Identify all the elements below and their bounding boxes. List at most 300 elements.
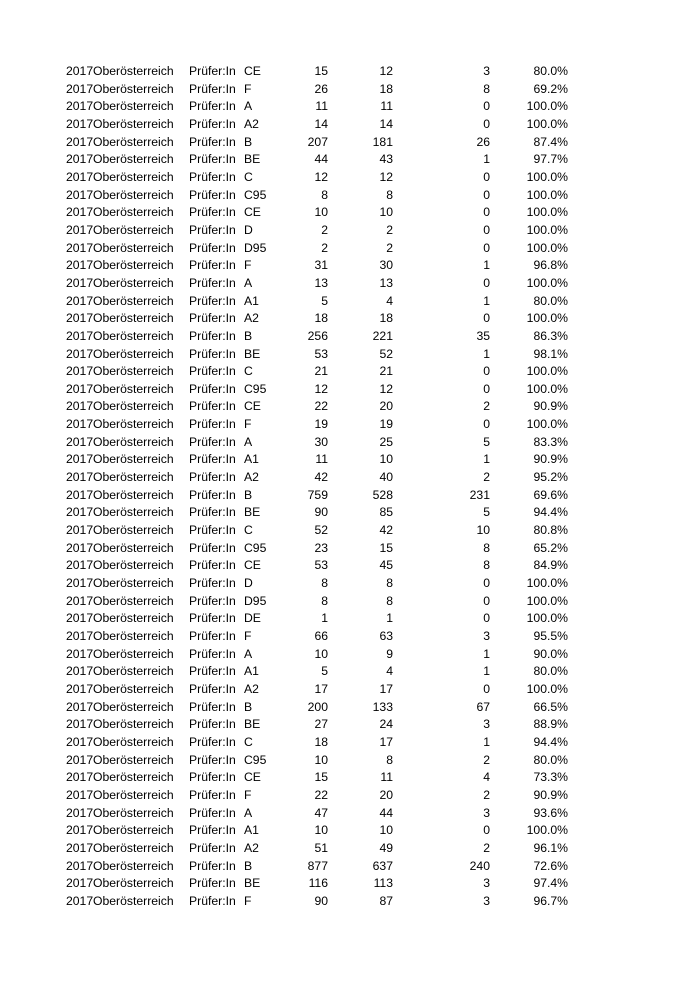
pass-rate-cell: 80.0% bbox=[533, 293, 568, 308]
total-cell: 8 bbox=[321, 593, 328, 608]
year-cell: 2017 bbox=[66, 399, 94, 414]
role-cell: Prüfer:In bbox=[189, 205, 236, 220]
pass-rate-cell: 73.3% bbox=[533, 770, 568, 785]
table-row bbox=[0, 840, 700, 858]
license-class-cell: F bbox=[244, 81, 252, 96]
failed-cell: 2 bbox=[483, 470, 490, 485]
license-class-cell: C bbox=[244, 364, 253, 379]
failed-cell: 1 bbox=[483, 152, 490, 167]
passed-cell: 8 bbox=[386, 593, 393, 608]
region-cell: Oberösterreich bbox=[93, 664, 174, 679]
failed-cell: 3 bbox=[483, 629, 490, 643]
failed-cell: 0 bbox=[483, 417, 490, 432]
total-cell: 877 bbox=[307, 858, 328, 873]
year-cell: 2017 bbox=[66, 734, 94, 749]
pass-rate-cell: 94.4% bbox=[533, 734, 568, 749]
pass-rate-cell: 100.0% bbox=[526, 240, 568, 255]
pass-rate-cell: 94.4% bbox=[533, 505, 568, 520]
region-cell: Oberösterreich bbox=[93, 629, 174, 643]
role-cell: Prüfer:In bbox=[189, 64, 236, 78]
license-class-cell: C bbox=[244, 523, 253, 538]
failed-cell: 1 bbox=[483, 646, 490, 661]
region-cell: Oberösterreich bbox=[93, 381, 174, 396]
region-cell: Oberösterreich bbox=[93, 646, 174, 661]
total-cell: 19 bbox=[314, 417, 328, 432]
table-row bbox=[0, 451, 700, 469]
license-class-cell: A1 bbox=[244, 452, 259, 467]
total-cell: 12 bbox=[314, 169, 328, 184]
license-class-cell: D bbox=[244, 576, 253, 591]
role-cell: Prüfer:In bbox=[189, 805, 236, 820]
region-cell: Oberösterreich bbox=[93, 417, 174, 432]
failed-cell: 10 bbox=[476, 523, 490, 538]
passed-cell: 181 bbox=[372, 134, 393, 149]
pass-rate-cell: 96.8% bbox=[533, 258, 568, 273]
license-class-cell: C bbox=[244, 169, 253, 184]
total-cell: 18 bbox=[314, 734, 328, 749]
role-cell: Prüfer:In bbox=[189, 99, 236, 114]
total-cell: 5 bbox=[321, 293, 328, 308]
license-class-cell: F bbox=[244, 629, 252, 643]
table-row bbox=[0, 557, 700, 575]
total-cell: 53 bbox=[314, 558, 328, 573]
region-cell: Oberösterreich bbox=[93, 699, 174, 714]
year-cell: 2017 bbox=[66, 805, 94, 820]
pass-rate-cell: 100.0% bbox=[526, 681, 568, 696]
table-row bbox=[0, 346, 700, 364]
table-row bbox=[0, 116, 700, 134]
table-row bbox=[0, 169, 700, 187]
region-cell: Oberösterreich bbox=[93, 240, 174, 255]
pass-rate-cell: 93.6% bbox=[533, 805, 568, 820]
table-row bbox=[0, 610, 700, 628]
pass-rate-cell: 97.7% bbox=[533, 152, 568, 167]
role-cell: Prüfer:In bbox=[189, 699, 236, 714]
role-cell: Prüfer:In bbox=[189, 876, 236, 891]
license-class-cell: A bbox=[244, 275, 253, 290]
role-cell: Prüfer:In bbox=[189, 240, 236, 255]
failed-cell: 35 bbox=[476, 328, 490, 343]
total-cell: 15 bbox=[314, 64, 328, 78]
failed-cell: 2 bbox=[483, 840, 490, 855]
role-cell: Prüfer:In bbox=[189, 593, 236, 608]
year-cell: 2017 bbox=[66, 858, 94, 873]
year-cell: 2017 bbox=[66, 840, 94, 855]
year-cell: 2017 bbox=[66, 346, 94, 361]
pass-rate-cell: 66.5% bbox=[533, 699, 568, 714]
total-cell: 207 bbox=[307, 134, 328, 149]
role-cell: Prüfer:In bbox=[189, 187, 236, 202]
passed-cell: 8 bbox=[386, 752, 393, 767]
total-cell: 51 bbox=[314, 840, 328, 855]
failed-cell: 231 bbox=[469, 487, 490, 502]
region-cell: Oberösterreich bbox=[93, 752, 174, 767]
role-cell: Prüfer:In bbox=[189, 664, 236, 679]
failed-cell: 0 bbox=[483, 169, 490, 184]
year-cell: 2017 bbox=[66, 699, 94, 714]
table-row bbox=[0, 416, 700, 434]
total-cell: 90 bbox=[314, 505, 328, 520]
passed-cell: 12 bbox=[379, 381, 393, 396]
role-cell: Prüfer:In bbox=[189, 629, 236, 643]
passed-cell: 42 bbox=[379, 523, 393, 538]
table-row bbox=[0, 893, 700, 911]
year-cell: 2017 bbox=[66, 275, 94, 290]
region-cell: Oberösterreich bbox=[93, 434, 174, 449]
total-cell: 47 bbox=[314, 805, 328, 820]
license-class-cell: B bbox=[244, 858, 253, 873]
pass-rate-cell: 100.0% bbox=[526, 116, 568, 131]
license-class-cell: C95 bbox=[244, 752, 267, 767]
total-cell: 5 bbox=[321, 664, 328, 679]
region-cell: Oberösterreich bbox=[93, 540, 174, 555]
year-cell: 2017 bbox=[66, 258, 94, 273]
failed-cell: 1 bbox=[483, 664, 490, 679]
license-class-cell: F bbox=[244, 893, 252, 908]
failed-cell: 0 bbox=[483, 364, 490, 379]
passed-cell: 10 bbox=[379, 205, 393, 220]
pass-rate-cell: 100.0% bbox=[526, 222, 568, 237]
pass-rate-cell: 100.0% bbox=[526, 823, 568, 838]
license-class-cell: B bbox=[244, 699, 253, 714]
license-class-cell: A bbox=[244, 99, 253, 114]
license-class-cell: D95 bbox=[244, 240, 267, 255]
passed-cell: 49 bbox=[379, 840, 393, 855]
total-cell: 27 bbox=[314, 717, 328, 732]
role-cell: Prüfer:In bbox=[189, 346, 236, 361]
license-class-cell: B bbox=[244, 134, 253, 149]
total-cell: 52 bbox=[314, 523, 328, 538]
table-row bbox=[0, 593, 700, 611]
total-cell: 21 bbox=[314, 364, 328, 379]
failed-cell: 5 bbox=[483, 434, 490, 449]
year-cell: 2017 bbox=[66, 81, 94, 96]
region-cell: Oberösterreich bbox=[93, 611, 174, 626]
role-cell: Prüfer:In bbox=[189, 81, 236, 96]
table-row bbox=[0, 187, 700, 205]
total-cell: 30 bbox=[314, 434, 328, 449]
license-class-cell: CE bbox=[244, 558, 261, 573]
license-class-cell: BE bbox=[244, 876, 261, 891]
passed-cell: 113 bbox=[373, 876, 393, 891]
role-cell: Prüfer:In bbox=[189, 169, 236, 184]
year-cell: 2017 bbox=[66, 99, 94, 114]
pass-rate-cell: 90.9% bbox=[533, 787, 568, 802]
table-row bbox=[0, 204, 700, 222]
region-cell: Oberösterreich bbox=[93, 805, 174, 820]
license-class-cell: BE bbox=[244, 346, 261, 361]
table-row bbox=[0, 628, 700, 646]
failed-cell: 4 bbox=[483, 770, 490, 785]
passed-cell: 2 bbox=[386, 222, 393, 237]
total-cell: 22 bbox=[314, 787, 328, 802]
region-cell: Oberösterreich bbox=[93, 346, 174, 361]
total-cell: 18 bbox=[314, 311, 328, 326]
failed-cell: 1 bbox=[483, 258, 490, 273]
year-cell: 2017 bbox=[66, 823, 94, 838]
pass-rate-cell: 100.0% bbox=[526, 205, 568, 220]
pass-rate-cell: 80.0% bbox=[533, 664, 568, 679]
license-class-cell: A2 bbox=[244, 116, 259, 131]
region-cell: Oberösterreich bbox=[93, 222, 174, 237]
passed-cell: 18 bbox=[379, 311, 393, 326]
table-row bbox=[0, 787, 700, 805]
table-row bbox=[0, 257, 700, 275]
passed-cell: 44 bbox=[379, 805, 393, 820]
total-cell: 12 bbox=[314, 381, 328, 396]
failed-cell: 0 bbox=[483, 116, 490, 131]
pass-rate-cell: 86.3% bbox=[533, 328, 568, 343]
passed-cell: 20 bbox=[379, 399, 393, 414]
license-class-cell: C bbox=[244, 734, 253, 749]
total-cell: 23 bbox=[314, 540, 328, 555]
role-cell: Prüfer:In bbox=[189, 770, 236, 785]
year-cell: 2017 bbox=[66, 717, 94, 732]
pass-rate-cell: 80.0% bbox=[533, 752, 568, 767]
pass-rate-cell: 100.0% bbox=[526, 417, 568, 432]
failed-cell: 3 bbox=[483, 805, 490, 820]
region-cell: Oberösterreich bbox=[93, 258, 174, 273]
role-cell: Prüfer:In bbox=[189, 434, 236, 449]
passed-cell: 221 bbox=[372, 328, 393, 343]
year-cell: 2017 bbox=[66, 893, 94, 908]
failed-cell: 1 bbox=[483, 293, 490, 308]
year-cell: 2017 bbox=[66, 187, 94, 202]
role-cell: Prüfer:In bbox=[189, 134, 236, 149]
year-cell: 2017 bbox=[66, 205, 94, 220]
year-cell: 2017 bbox=[66, 116, 94, 131]
region-cell: Oberösterreich bbox=[93, 364, 174, 379]
region-cell: Oberösterreich bbox=[93, 169, 174, 184]
passed-cell: 43 bbox=[379, 152, 393, 167]
failed-cell: 0 bbox=[483, 205, 490, 220]
role-cell: Prüfer:In bbox=[189, 293, 236, 308]
region-cell: Oberösterreich bbox=[93, 823, 174, 838]
license-class-cell: D95 bbox=[244, 593, 267, 608]
table-row bbox=[0, 858, 700, 876]
table-row bbox=[0, 222, 700, 240]
role-cell: Prüfer:In bbox=[189, 381, 236, 396]
year-cell: 2017 bbox=[66, 593, 94, 608]
table-row bbox=[0, 240, 700, 258]
failed-cell: 2 bbox=[483, 787, 490, 802]
pass-rate-cell: 84.9% bbox=[533, 558, 568, 573]
passed-cell: 2 bbox=[386, 240, 393, 255]
pass-rate-cell: 90.9% bbox=[533, 452, 568, 467]
total-cell: 15 bbox=[314, 770, 328, 785]
role-cell: Prüfer:In bbox=[189, 364, 236, 379]
table-row bbox=[0, 275, 700, 293]
pass-rate-cell: 87.4% bbox=[533, 134, 568, 149]
license-class-cell: D bbox=[244, 222, 253, 237]
year-cell: 2017 bbox=[66, 523, 94, 538]
total-cell: 44 bbox=[314, 152, 328, 167]
license-class-cell: BE bbox=[244, 505, 261, 520]
role-cell: Prüfer:In bbox=[189, 152, 236, 167]
pass-rate-cell: 98.1% bbox=[533, 346, 568, 361]
total-cell: 8 bbox=[321, 187, 328, 202]
failed-cell: 0 bbox=[483, 275, 490, 290]
license-class-cell: A1 bbox=[244, 823, 259, 838]
pass-rate-cell: 65.2% bbox=[533, 540, 568, 555]
year-cell: 2017 bbox=[66, 434, 94, 449]
role-cell: Prüfer:In bbox=[189, 681, 236, 696]
license-class-cell: C95 bbox=[244, 540, 267, 555]
role-cell: Prüfer:In bbox=[189, 487, 236, 502]
license-class-cell: A2 bbox=[244, 681, 259, 696]
license-class-cell: DE bbox=[244, 611, 261, 626]
failed-cell: 3 bbox=[483, 64, 490, 78]
failed-cell: 0 bbox=[483, 681, 490, 696]
table-row bbox=[0, 98, 700, 116]
total-cell: 10 bbox=[314, 205, 328, 220]
failed-cell: 8 bbox=[483, 558, 490, 573]
total-cell: 90 bbox=[314, 893, 328, 908]
year-cell: 2017 bbox=[66, 381, 94, 396]
total-cell: 10 bbox=[314, 752, 328, 767]
year-cell: 2017 bbox=[66, 576, 94, 591]
region-cell: Oberösterreich bbox=[93, 858, 174, 873]
table-row bbox=[0, 434, 700, 452]
table-row bbox=[0, 504, 700, 522]
region-cell: Oberösterreich bbox=[93, 717, 174, 732]
passed-cell: 30 bbox=[379, 258, 393, 273]
passed-cell: 11 bbox=[380, 99, 393, 114]
pass-rate-cell: 80.0% bbox=[533, 64, 568, 78]
region-cell: Oberösterreich bbox=[93, 452, 174, 467]
passed-cell: 10 bbox=[379, 452, 393, 467]
passed-cell: 10 bbox=[379, 823, 393, 838]
table-row bbox=[0, 681, 700, 699]
pass-rate-cell: 95.5% bbox=[533, 629, 568, 643]
total-cell: 8 bbox=[321, 576, 328, 591]
year-cell: 2017 bbox=[66, 646, 94, 661]
role-cell: Prüfer:In bbox=[189, 505, 236, 520]
year-cell: 2017 bbox=[66, 770, 94, 785]
pass-rate-cell: 96.1% bbox=[533, 840, 568, 855]
failed-cell: 1 bbox=[483, 452, 490, 467]
table-row bbox=[0, 310, 700, 328]
table-row bbox=[0, 398, 700, 416]
pass-rate-cell: 90.0% bbox=[533, 646, 568, 661]
table-row bbox=[0, 699, 700, 717]
region-cell: Oberösterreich bbox=[93, 558, 174, 573]
table-row bbox=[0, 363, 700, 381]
pass-rate-cell: 100.0% bbox=[526, 593, 568, 608]
table-row bbox=[0, 540, 700, 558]
role-cell: Prüfer:In bbox=[189, 717, 236, 732]
failed-cell: 0 bbox=[483, 99, 490, 114]
role-cell: Prüfer:In bbox=[189, 576, 236, 591]
passed-cell: 8 bbox=[386, 576, 393, 591]
license-class-cell: F bbox=[244, 417, 252, 432]
license-class-cell: C95 bbox=[244, 381, 267, 396]
total-cell: 2 bbox=[321, 222, 328, 237]
license-class-cell: A1 bbox=[244, 664, 259, 679]
passed-cell: 1 bbox=[386, 611, 393, 626]
pass-rate-cell: 100.0% bbox=[526, 187, 568, 202]
passed-cell: 21 bbox=[379, 364, 393, 379]
pass-rate-cell: 88.9% bbox=[533, 717, 568, 732]
year-cell: 2017 bbox=[66, 629, 94, 643]
pass-rate-cell: 100.0% bbox=[526, 364, 568, 379]
license-class-cell: BE bbox=[244, 152, 261, 167]
table-row bbox=[0, 734, 700, 752]
role-cell: Prüfer:In bbox=[189, 840, 236, 855]
license-class-cell: A bbox=[244, 646, 253, 661]
total-cell: 2 bbox=[321, 240, 328, 255]
year-cell: 2017 bbox=[66, 452, 94, 467]
region-cell: Oberösterreich bbox=[93, 64, 174, 78]
total-cell: 26 bbox=[314, 81, 328, 96]
license-class-cell: B bbox=[244, 487, 253, 502]
year-cell: 2017 bbox=[66, 540, 94, 555]
passed-cell: 17 bbox=[379, 734, 393, 749]
role-cell: Prüfer:In bbox=[189, 311, 236, 326]
role-cell: Prüfer:In bbox=[189, 523, 236, 538]
role-cell: Prüfer:In bbox=[189, 823, 236, 838]
year-cell: 2017 bbox=[66, 169, 94, 184]
license-class-cell: CE bbox=[244, 205, 261, 220]
table-row bbox=[0, 522, 700, 540]
failed-cell: 0 bbox=[483, 823, 490, 838]
table-row bbox=[0, 134, 700, 152]
role-cell: Prüfer:In bbox=[189, 558, 236, 573]
pass-rate-cell: 95.2% bbox=[533, 470, 568, 485]
year-cell: 2017 bbox=[66, 152, 94, 167]
role-cell: Prüfer:In bbox=[189, 752, 236, 767]
license-class-cell: CE bbox=[244, 64, 261, 78]
role-cell: Prüfer:In bbox=[189, 611, 236, 626]
year-cell: 2017 bbox=[66, 134, 94, 149]
year-cell: 2017 bbox=[66, 752, 94, 767]
total-cell: 759 bbox=[307, 487, 328, 502]
region-cell: Oberösterreich bbox=[93, 311, 174, 326]
passed-cell: 18 bbox=[379, 81, 393, 96]
role-cell: Prüfer:In bbox=[189, 328, 236, 343]
failed-cell: 8 bbox=[483, 81, 490, 96]
passed-cell: 14 bbox=[379, 116, 393, 131]
year-cell: 2017 bbox=[66, 681, 94, 696]
pass-rate-cell: 80.8% bbox=[533, 523, 568, 538]
total-cell: 14 bbox=[314, 116, 328, 131]
passed-cell: 52 bbox=[379, 346, 393, 361]
region-cell: Oberösterreich bbox=[93, 787, 174, 802]
passed-cell: 24 bbox=[379, 717, 393, 732]
passed-cell: 45 bbox=[379, 558, 393, 573]
pass-rate-cell: 100.0% bbox=[526, 99, 568, 114]
failed-cell: 2 bbox=[483, 752, 490, 767]
passed-cell: 9 bbox=[386, 646, 393, 661]
table-row bbox=[0, 752, 700, 770]
role-cell: Prüfer:In bbox=[189, 452, 236, 467]
failed-cell: 2 bbox=[483, 399, 490, 414]
pass-rate-cell: 97.4% bbox=[533, 876, 568, 891]
role-cell: Prüfer:In bbox=[189, 399, 236, 414]
total-cell: 256 bbox=[307, 328, 328, 343]
table-row bbox=[0, 63, 700, 81]
passed-cell: 40 bbox=[379, 470, 393, 485]
year-cell: 2017 bbox=[66, 364, 94, 379]
failed-cell: 0 bbox=[483, 593, 490, 608]
passed-cell: 12 bbox=[379, 169, 393, 184]
region-cell: Oberösterreich bbox=[93, 893, 174, 908]
table-row bbox=[0, 716, 700, 734]
role-cell: Prüfer:In bbox=[189, 646, 236, 661]
failed-cell: 67 bbox=[476, 699, 490, 714]
license-class-cell: CE bbox=[244, 399, 261, 414]
year-cell: 2017 bbox=[66, 222, 94, 237]
